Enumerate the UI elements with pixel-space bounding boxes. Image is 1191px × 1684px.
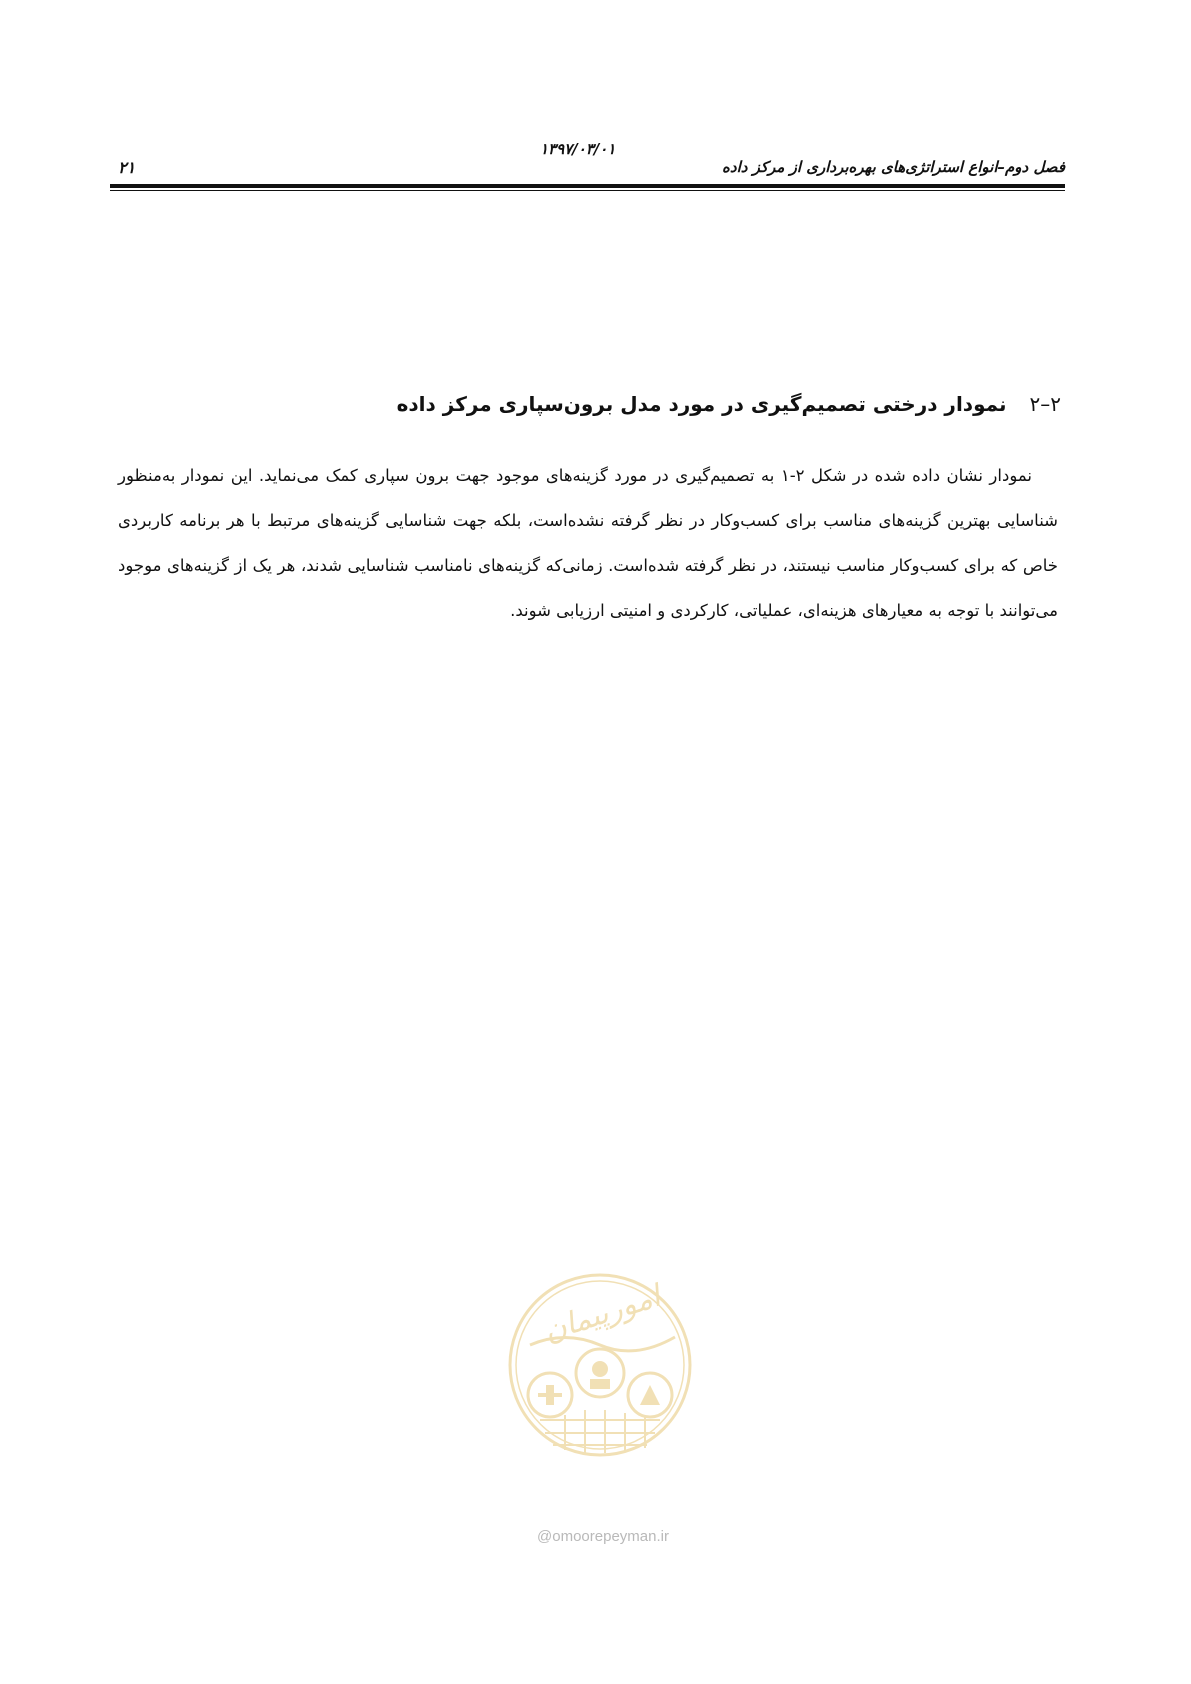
header-rule: [110, 184, 1065, 188]
header-chapter-title: فصل دوم–انواع استراتژی‌های بهره‌برداری از مرکز داده: [722, 158, 1065, 176]
watermark-logo-text: امورپیمان: [539, 1278, 665, 1350]
page-header: [110, 138, 1065, 194]
header-date: ۱۳۹۷/۰۳/۰۱: [540, 140, 616, 158]
watermark-url: @omoorepeyman.ir: [537, 1528, 669, 1545]
paragraph-text: نمودار نشان داده شده در شکل ۲-۱ به تصمیم‌گیری در مورد گزینه‌های موجود جهت برون سپاری کمک می‌نماید. این نمودار به‌منظور شناسایی بهترین گزینه‌های مناسب برای کسب‌وکار در نظر گرفته نشده‌است، بلکه جهت شناسایی گزینه‌های مرتبط با هر برنامه کاربردی خاص که برای کسب‌وکار مناسب نیستند، در نظر گرفته شده‌است. زمانی‌که گزینه‌های نامناسب شناسایی شدند، هر یک از گزینه‌های موجود می‌توانند با توجه به معیارهای هزینه‌ای، عملیاتی، کارکردی و امنیتی ارزیابی شوند.: [118, 466, 1058, 620]
section-title: نمودار درختی تصمیم‌گیری در مورد مدل برون‌سپاری مرکز داده: [396, 392, 1007, 416]
body-paragraph: [118, 453, 1058, 633]
header-rule-thin: [110, 190, 1065, 191]
page-number: ۲۱: [118, 158, 136, 177]
section-heading: [397, 392, 1061, 416]
watermark-logo-icon: [505, 1245, 695, 1485]
section-number: ۲–۲: [1029, 392, 1061, 416]
